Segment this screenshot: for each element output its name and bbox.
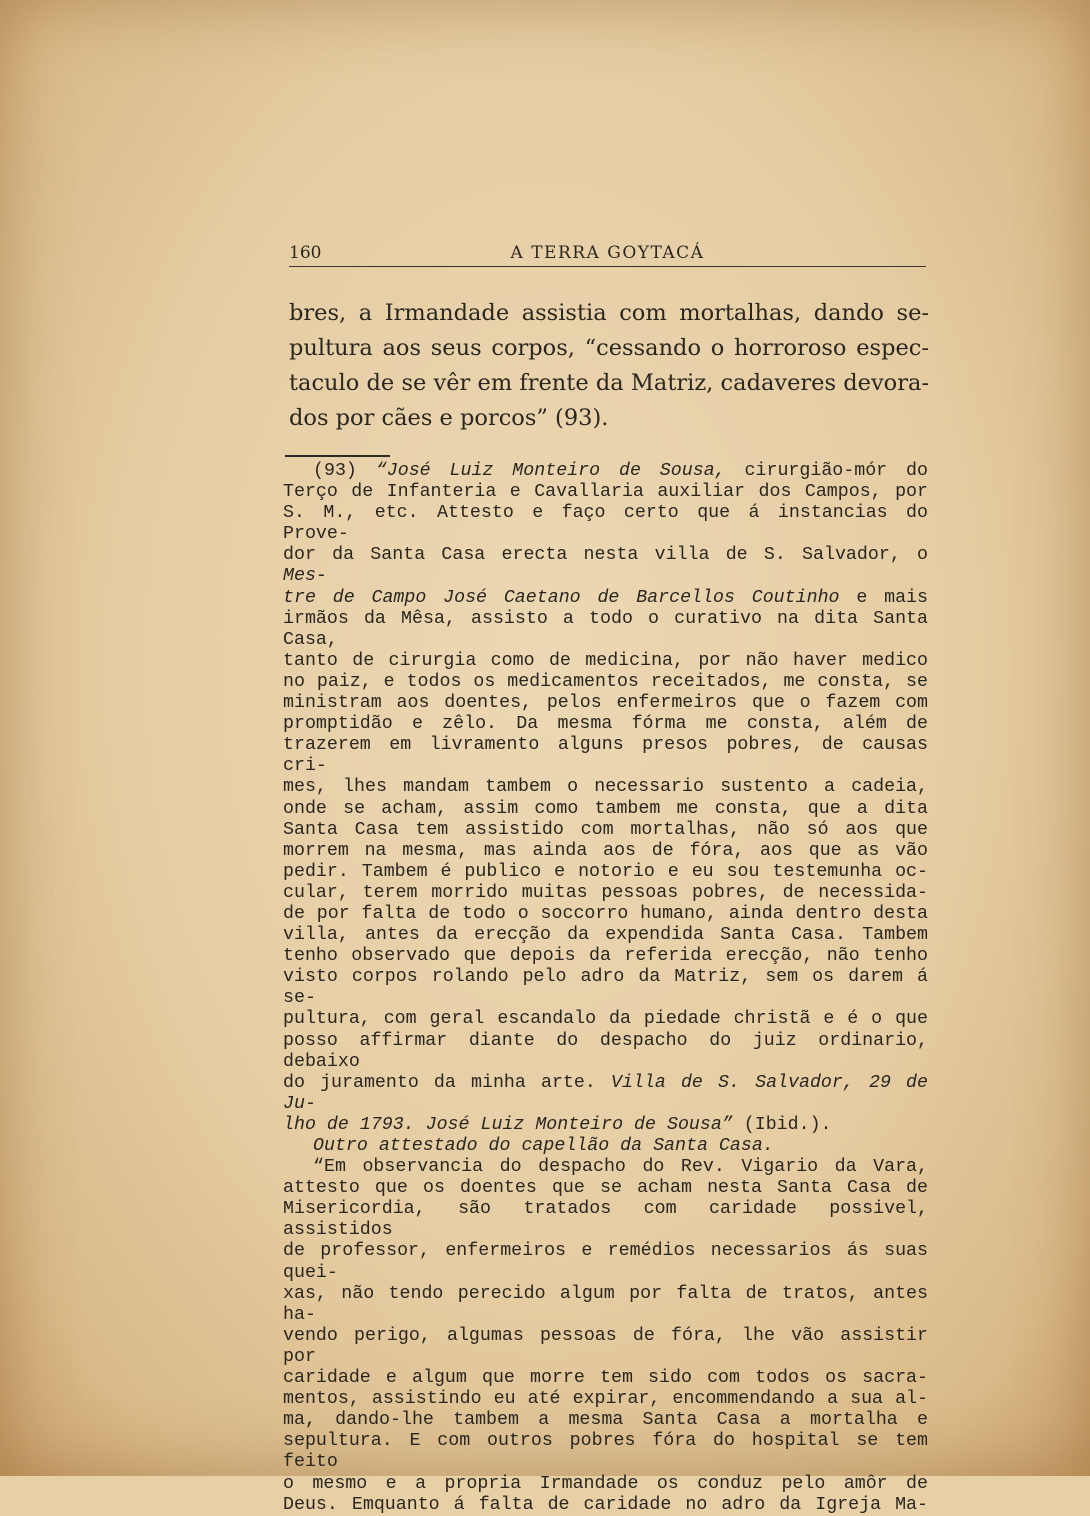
footnote-line: Outro attestado do capellão da Santa Casa. [313,1136,774,1156]
footnote-line [283,588,928,609]
footnote-line: tenho observado que depois da referida erecção, não tenho [283,946,928,967]
footnote-line: trazerem em livramento alguns presos pobres, de causas cri- [283,735,928,777]
footnote-italic: Mes- [283,566,327,587]
body-line: dos por cães e porcos” (93). [289,405,609,431]
footnote-line: xas, não tendo perecido algum por falta de tratos, antes ha- [283,1283,928,1325]
footnote-line: morrem na mesma, mas ainda aos de fóra, aos que as vão [283,840,928,861]
footnote-line: Misericordia, são tratados com caridade possivel, assistidos [283,1199,928,1241]
footnote-line [283,1115,928,1136]
footnote-line: o mesmo e a propria Irmandade os conduz pelo amôr de [283,1473,928,1494]
footnote-line: no paiz, e todos os medicamentos receitados, me consta, se [283,671,928,692]
footnote-line: tanto de cirurgia como de medicina, por não haver medico [283,650,928,671]
footnote-line: mes, lhes mandam tambem o necessario sustento a cadeia, [283,777,928,798]
footnote-line: de professor, enfermeiros e remédios necessarios ás suas quei- [283,1241,928,1283]
footnote-line: ma, dando-lhe tambem a mesma Santa Casa a mortalha e [283,1410,928,1431]
footnote-italic: lho de 1793. José Luiz Monteiro de Sousa” [283,1114,733,1135]
main-text [289,296,929,436]
footnote-text: dor da Santa Casa erecta nesta villa de S. Salvador, o [283,545,928,566]
footnote-line: caridade e algum que morre tem sido com todos os sacra- [283,1368,928,1389]
footnote-text: do juramento da minha arte. [283,1072,611,1093]
footnote-line: Terço de Infanteria e Cavallaria auxiliar dos Campos, por [283,482,928,503]
footnote-line: pedir. Tambem é publico e notorio e eu sou testemunha oc- [283,861,928,882]
footnote-line: “Em observancia do despacho do Rev. Vigario da Vara, [313,1157,928,1178]
footnote-line: promptidão e zêlo. Da mesma fórma me consta, além de [283,714,928,735]
footnote-line: posso affirmar diante do despacho do juiz ordinario, debaixo [283,1030,928,1072]
footnote-line: pultura, com geral escandalo da piedade christã e é o que [283,1009,928,1030]
footnote-line: cular, terem morrido muitas pessoas pobres, de necessida- [283,882,928,903]
footnote-line [283,545,928,587]
footnote-text: e mais [839,587,928,608]
footnote-italic: “José Luiz Monteiro de Sousa, [375,461,726,481]
footnote-italic: tre de Campo José Caetano de Barcellos Coutinho [283,587,840,608]
footnote-line: Santa Casa tem assistido com mortalhas, não só aos que [283,819,928,840]
footnote-line: onde se acham, assim como tambem me consta, que a dita [283,798,928,819]
body-line: bres, a Irmandade assistia com mortalhas, dando se- [289,300,929,326]
page-number: 160 [289,243,322,263]
footnote-line: sepultura. E com outros pobres fóra do hospital se tem feito [283,1431,928,1473]
running-title: A TERRA GOYTACÁ [510,243,705,263]
footnote-marker: (93) [313,461,376,481]
footnote-line: irmãos da Mêsa, assisto a todo o curativo na dita Santa Casa, [283,608,928,650]
footnote-rule [285,455,390,457]
footnote-line: S. M., etc. Attesto e faço certo que á instancias do Prove- [283,503,928,545]
footnote-italic: Villa de S. Salvador, 29 de Ju- [283,1072,928,1114]
footnote-text: cirurgião-mór do [725,461,928,481]
footnote-text: (Ibid.). [732,1114,832,1135]
footnote-line: attesto que os doentes que se acham nesta Santa Casa de [283,1178,928,1199]
footnote-block [283,461,928,1516]
footnote-line [283,461,928,482]
footnote-line: mentos, assistindo eu até expirar, encommendando a sua al- [283,1389,928,1410]
footnote-line: visto corpos rolando pelo adro da Matriz, sem os darem á se- [283,967,928,1009]
footnote-line: Deus. Emquanto á falta de caridade no adro da Igreja Ma- [283,1494,928,1515]
footnote-line: villa, antes da erecção da expendida Santa Casa. Tambem [283,925,928,946]
footnote-line: vendo perigo, algumas pessoas de fóra, lhe vão assistir por [283,1325,928,1367]
body-line: pultura aos seus corpos, “cessando o horroroso espec- [289,335,929,361]
footnote-line [283,1073,928,1115]
footnote-line: de por falta de todo o soccorro humano, ainda dentro desta [283,903,928,924]
body-line: taculo de se vêr em frente da Matriz, cadaveres devora- [289,370,929,396]
page-header [289,242,926,267]
footnote-line: ministram aos doentes, pelos enfermeiros que o fazem com [283,693,928,714]
